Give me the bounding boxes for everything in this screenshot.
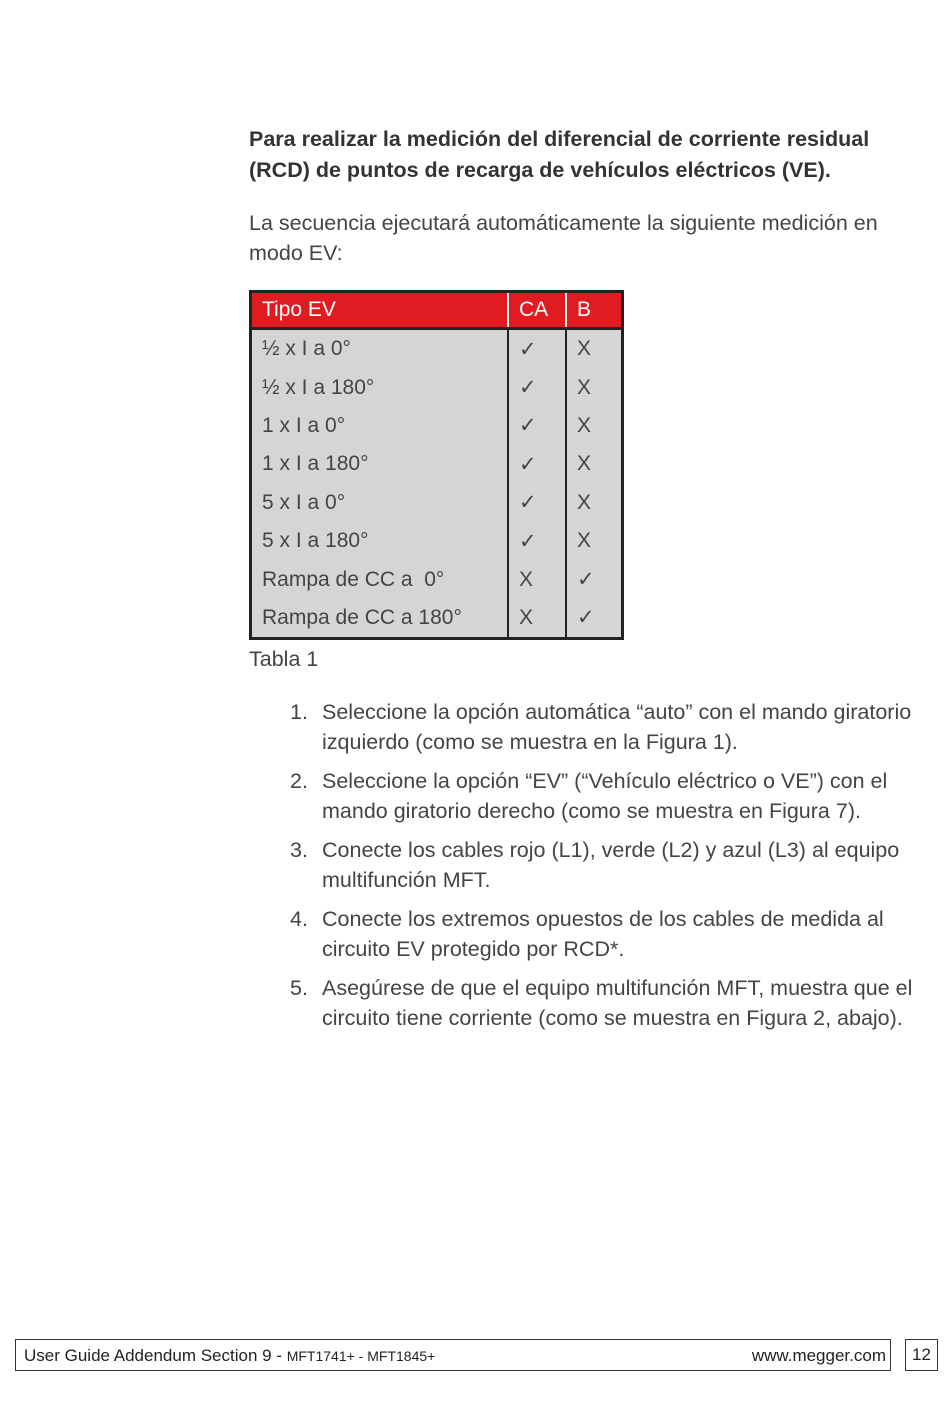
page-number: 12 (905, 1339, 938, 1371)
cell-ca: X (508, 560, 566, 598)
cell-type: Rampa de CC a 180° (251, 599, 509, 639)
cell-type: 5 x I a 180° (251, 522, 509, 560)
cell-type: 1 x I a 0° (251, 407, 509, 445)
cell-b: ✓ (566, 599, 623, 639)
table-row (251, 407, 623, 445)
table-row (251, 599, 623, 639)
cell-type: ½ x I a 180° (251, 368, 509, 406)
step-number: 5. (290, 976, 308, 1000)
cell-type: ½ x I a 0° (251, 329, 509, 369)
cell-b: X (566, 445, 623, 483)
footer-website[interactable]: www.megger.com (751, 1346, 886, 1365)
cell-ca: ✓ (508, 522, 566, 560)
cell-ca: X (508, 599, 566, 639)
step-number: 4. (290, 907, 308, 931)
instruction-steps (290, 697, 930, 1042)
ev-test-table (249, 290, 624, 640)
table-caption: Tabla 1 (249, 647, 319, 671)
table-row (251, 368, 623, 406)
list-item (290, 835, 930, 895)
table-row (251, 445, 623, 483)
step-text: Seleccione la opción automática “auto” con el mando giratorio izquierdo (como se muestra en la Figura 1). (322, 700, 912, 754)
step-text: Conecte los extremos opuestos de los cables de medida al circuito EV protegido por RCD*. (322, 907, 884, 961)
cell-ca: ✓ (508, 407, 566, 445)
table-header-row (251, 292, 623, 329)
step-text: Seleccione la opción “EV” (“Vehículo eléctrico o VE”) con el mando giratorio derecho (como se muestra en Figura 7). (322, 769, 888, 823)
section-heading: Para realizar la medición del diferencial de corriente residual (RCD) de puntos de recarga de vehículos eléctricos (VE). (249, 127, 870, 182)
cell-type: Rampa de CC a 0° (251, 560, 509, 598)
cell-ca: ✓ (508, 484, 566, 522)
step-text: Asegúrese de que el equipo multifunción MFT, muestra que el circuito tiene corriente (como se muestra en Figura 2, abajo). (322, 976, 913, 1030)
step-number: 1. (290, 700, 308, 724)
table-row (251, 522, 623, 560)
cell-ca: ✓ (508, 368, 566, 406)
cell-b: X (566, 484, 623, 522)
header-b: B (566, 292, 623, 329)
table-row (251, 484, 623, 522)
footer (15, 1339, 891, 1371)
table-row (251, 560, 623, 598)
list-item (290, 766, 930, 826)
list-item (290, 973, 930, 1033)
header-ca: CA (508, 292, 566, 329)
header-tipo-ev: Tipo EV (251, 292, 509, 329)
step-number: 2. (290, 769, 308, 793)
step-number: 3. (290, 838, 308, 862)
list-item (290, 904, 930, 964)
cell-b: X (566, 329, 623, 369)
intro-paragraph: La secuencia ejecutará automáticamente la siguiente medición en modo EV: (249, 211, 878, 265)
cell-type: 5 x I a 0° (251, 484, 509, 522)
cell-b: X (566, 407, 623, 445)
cell-ca: ✓ (508, 445, 566, 483)
step-text: Conecte los cables rojo (L1), verde (L2) y azul (L3) al equipo multifunción MFT. (322, 838, 900, 892)
table-row (251, 329, 623, 369)
footer-section: User Guide Addendum Section 9 - (24, 1346, 287, 1365)
cell-b: ✓ (566, 560, 623, 598)
footer-models: MFT1741+ - MFT1845+ (286, 1348, 436, 1364)
cell-b: X (566, 368, 623, 406)
cell-type: 1 x I a 180° (251, 445, 509, 483)
cell-ca: ✓ (508, 329, 566, 369)
list-item (290, 697, 930, 757)
footer-title (24, 1346, 435, 1366)
cell-b: X (566, 522, 623, 560)
